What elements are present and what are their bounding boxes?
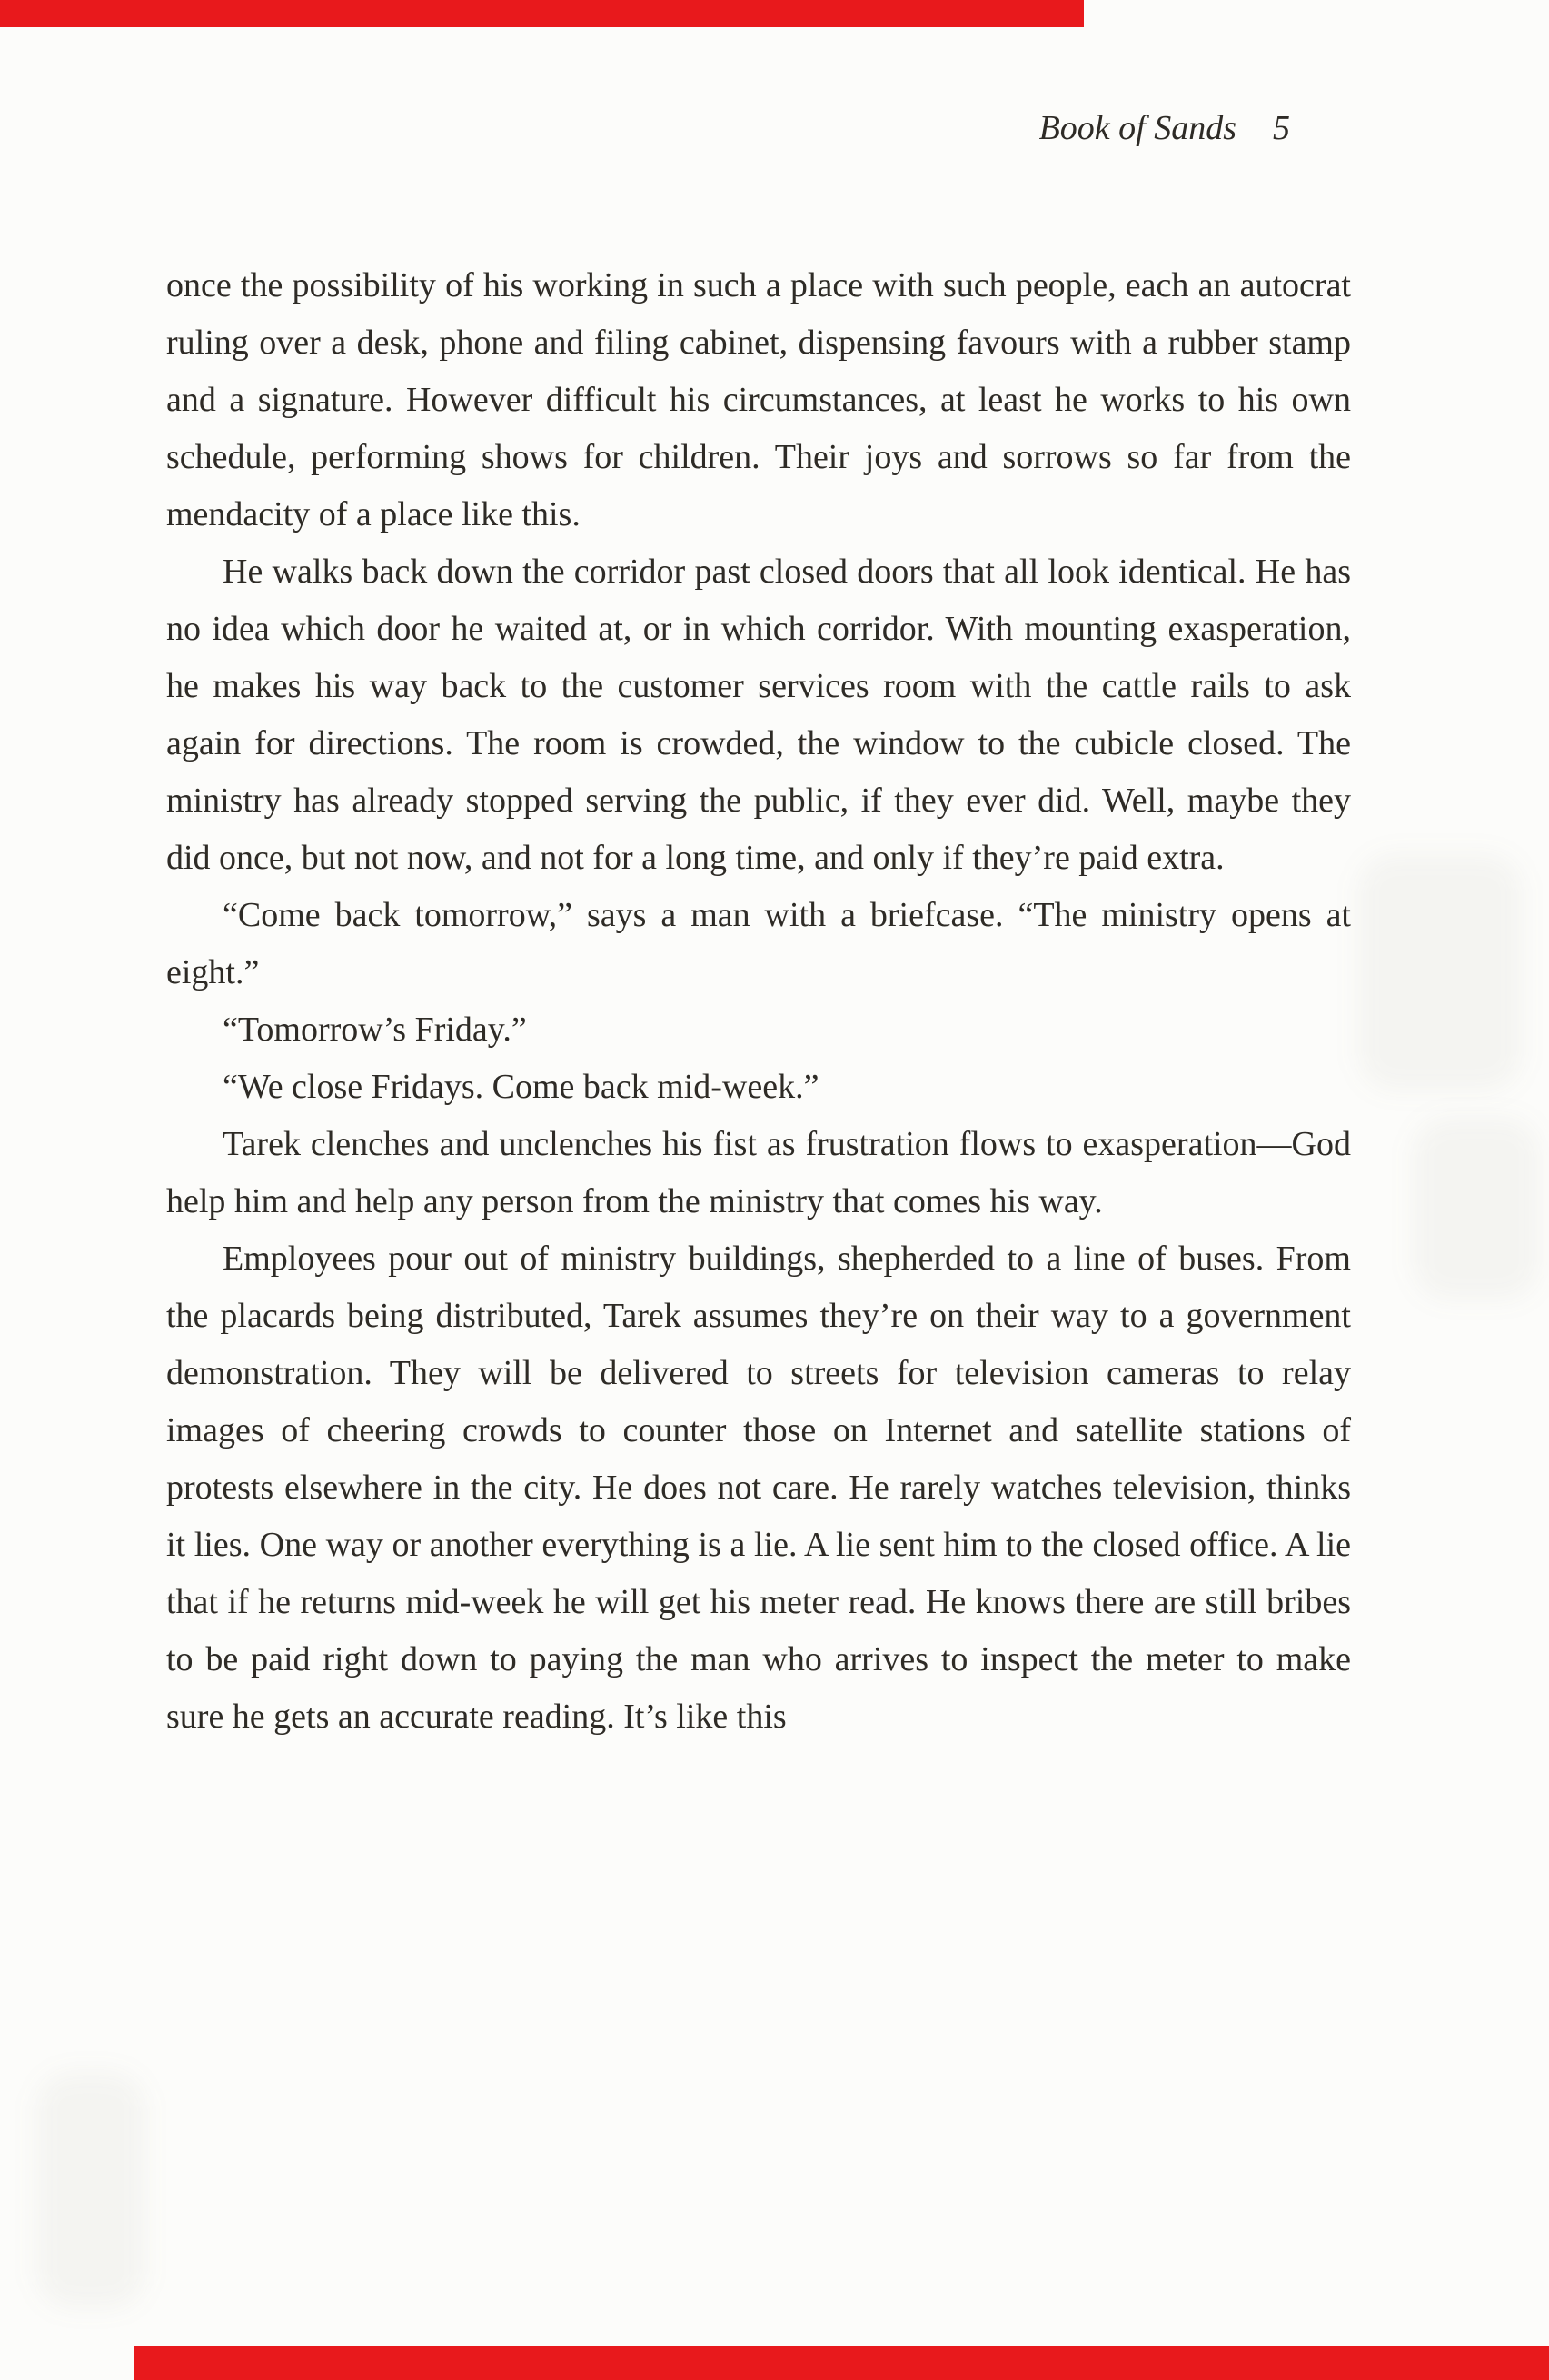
scan-artifact — [1358, 854, 1522, 1090]
paragraph: “Tomorrow’s Friday.” — [223, 1011, 527, 1049]
paragraph: Employees pour out of ministry buildings, shepherded to a line of buses. From the placards being distributed, Tarek assumes they’re on their way to a government demonstration. They will be delivered to streets for television cameras to relay images of cheering crowds to counter those on Internet and satellite stations of protests elsewhere in the city. He does not care. He rarely watches television, thinks it lies. One way or another everything is a lie. A lie sent him to the closed office. A lie that if he returns mid-week he will get his meter read. He knows there are still bribes to be paid right down to paying the man who arrives to inspect the meter to make sure he gets an accurate reading. It’s like this — [166, 1240, 1351, 1736]
paragraph: He walks back down the corridor past closed doors that all look identical. He has no idea which door he waited at, or in which corridor. With mounting exasperation, he makes his way back to the customer services room with the cattle rails to ask again for directions. The room is crowded, the window to the cubicle closed. The ministry has already stopped serving the public, if they ever did. Well, maybe they did once, but not now, and not for a long time, and only if they’re paid extra. — [166, 553, 1351, 877]
book-title: Book of Sands — [1038, 109, 1236, 147]
page-header — [166, 107, 1290, 149]
body-text — [166, 257, 1351, 1746]
page-number: 5 — [1273, 109, 1290, 147]
bottom-red-bar — [134, 2346, 1549, 2380]
paragraph: “We close Fridays. Come back mid-week.” — [223, 1068, 819, 1106]
paragraph: once the possibility of his working in such a place with such people, each an autocrat ruling over a desk, phone and filing cabinet, dispensing favours with a rubber stamp and a signature. However difficult his circumstances, at least he works to his own schedule, performing shows for children. Their joys and sorrows so far from the mendacity of a place like this. — [166, 266, 1351, 533]
scan-artifact — [36, 2072, 145, 2308]
scan-artifact — [1413, 1118, 1540, 1300]
paragraph: “Come back tomorrow,” says a man with a briefcase. “The ministry opens at eight.” — [166, 896, 1351, 991]
paragraph: Tarek clenches and unclenches his fist as frustration flows to exasperation—God help him and help any person from the ministry that comes his way. — [166, 1125, 1351, 1220]
top-red-bar — [0, 0, 1084, 27]
